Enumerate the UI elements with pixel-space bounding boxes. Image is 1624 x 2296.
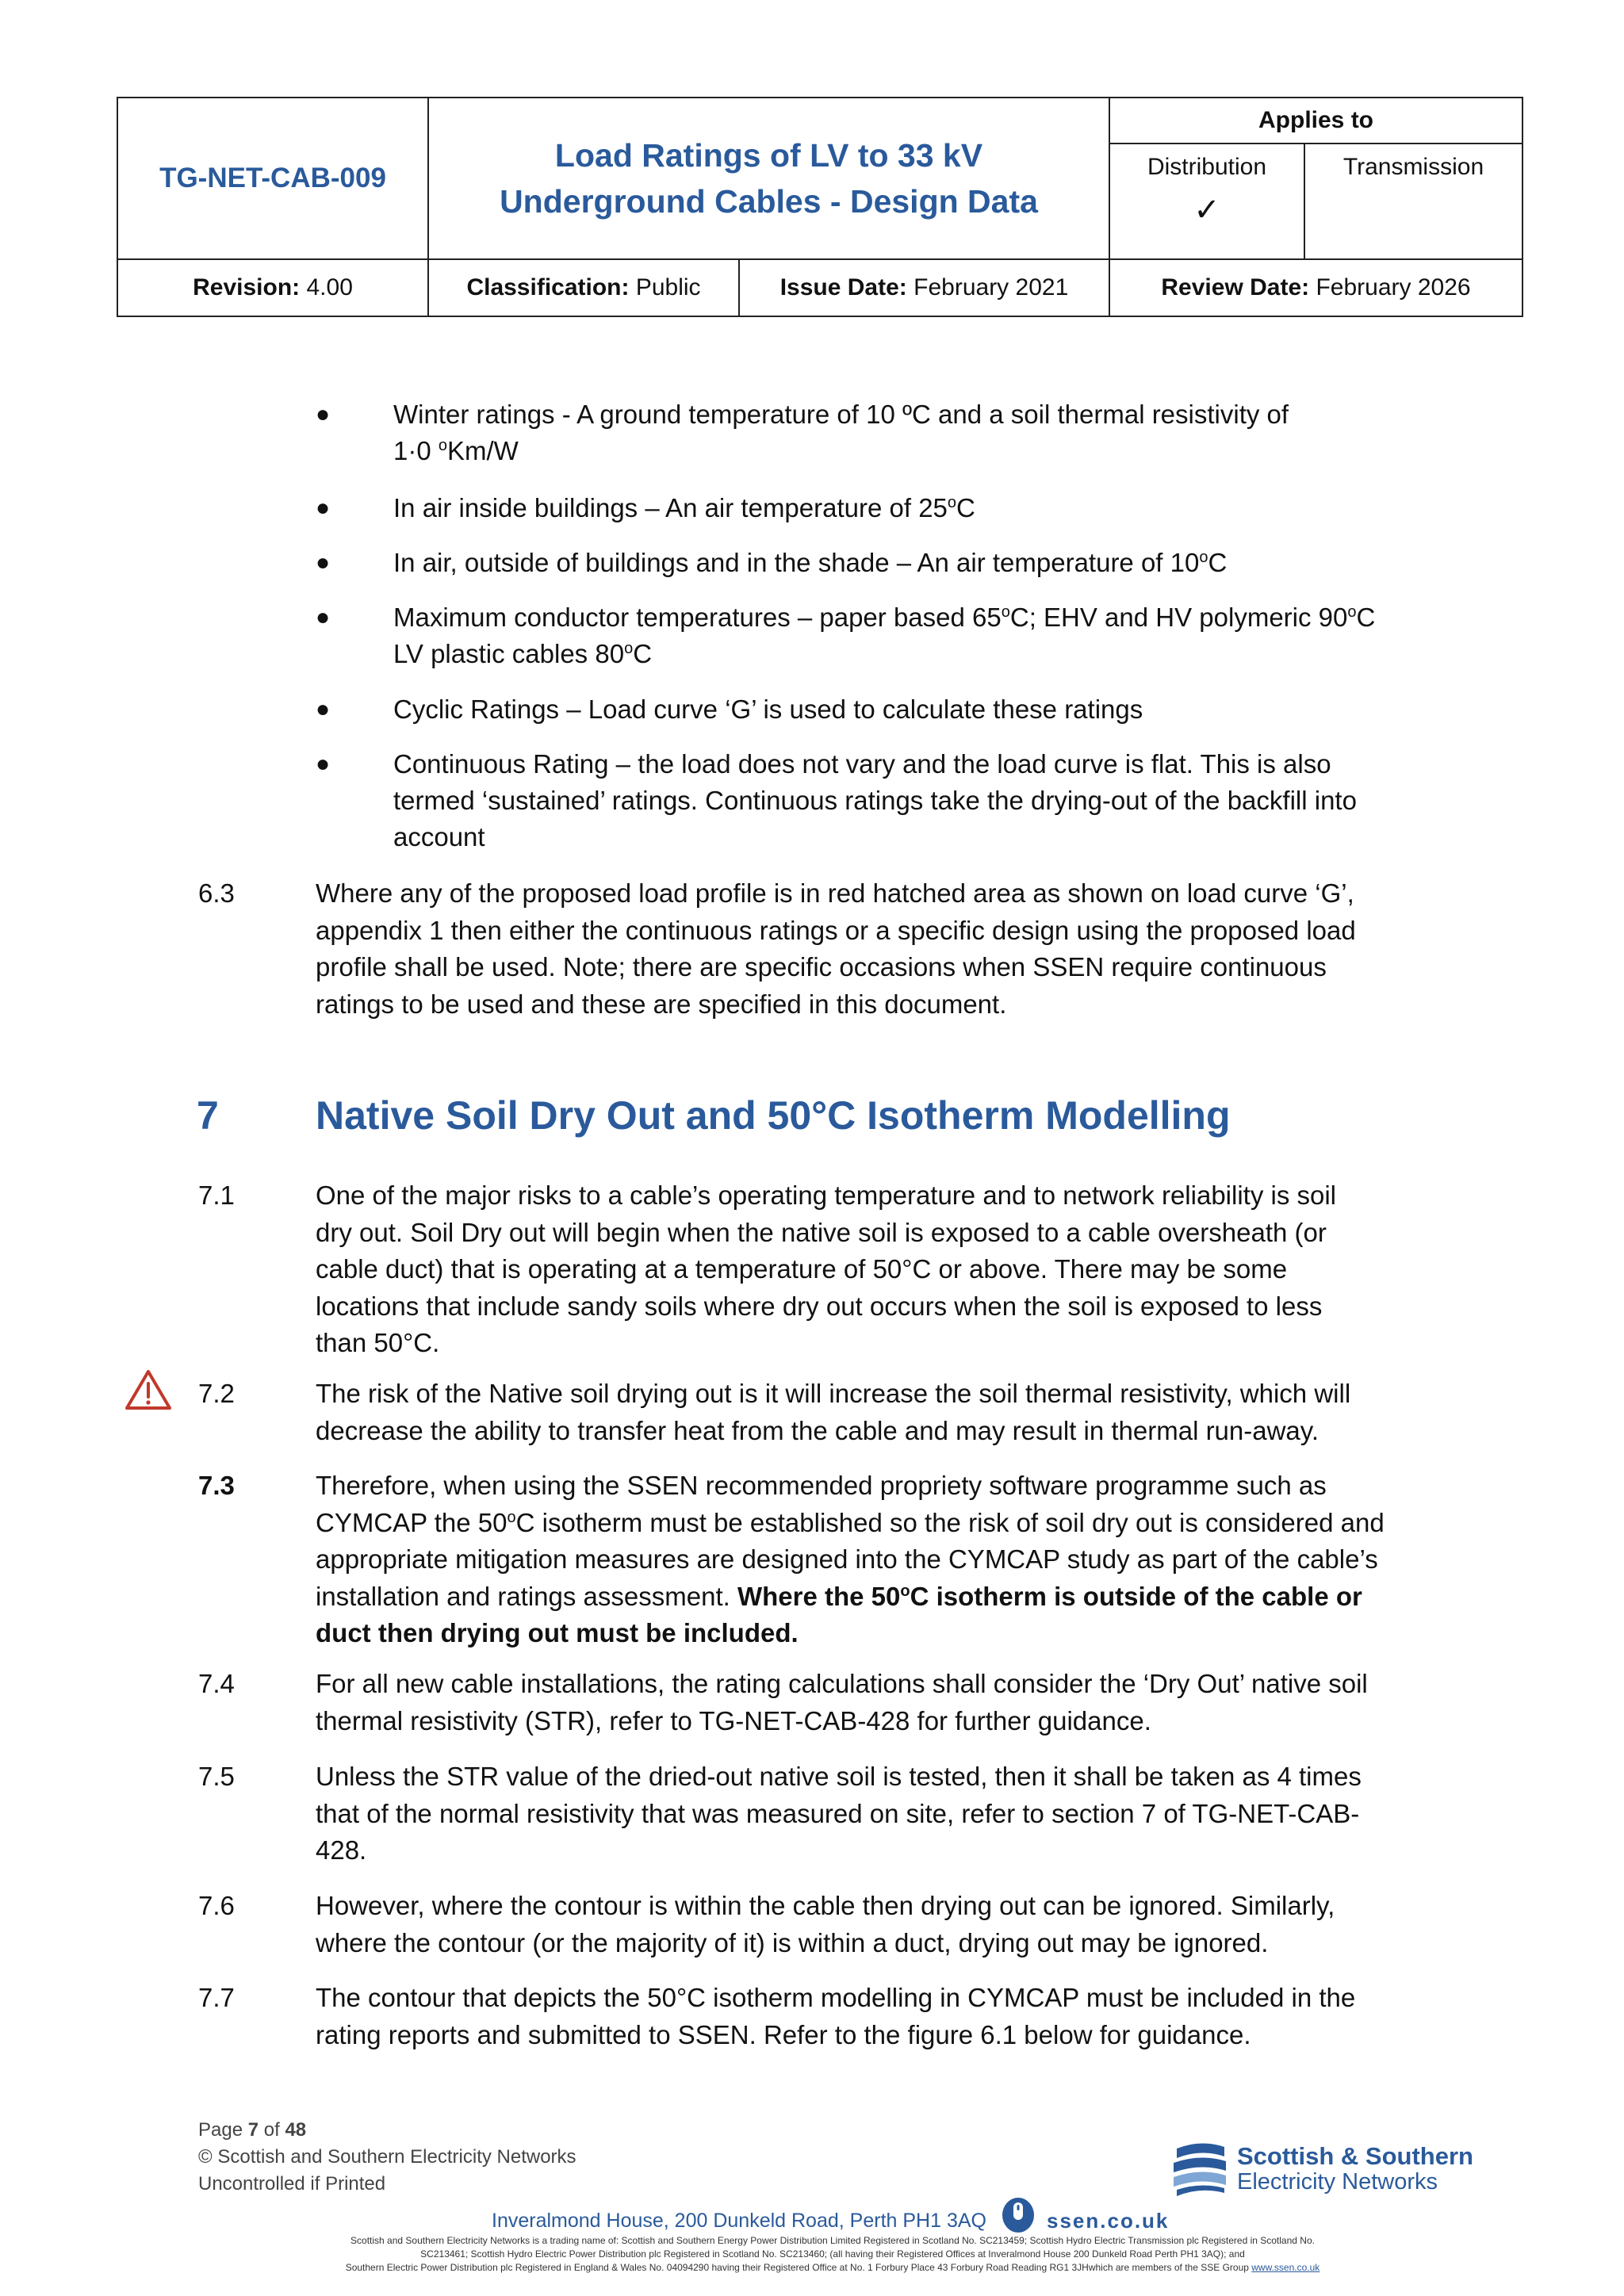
bullet-air-inside: In air inside buildings – An air temperature of 25$^o$C xyxy=(393,493,975,522)
issue-date-value: February 2021 xyxy=(914,274,1069,300)
doc-ref: TG-NET-CAB-009 xyxy=(159,163,386,193)
doc-title-line2: Underground Cables - Design Data xyxy=(500,183,1038,220)
doc-title-cell xyxy=(428,98,1109,259)
applies-to-cell xyxy=(1109,98,1522,144)
warning-icon xyxy=(124,1368,173,1411)
para-number: 7.4 xyxy=(198,1669,235,1698)
ssen-logo-icon xyxy=(1169,2141,1229,2198)
review-date-label: Review Date: xyxy=(1161,274,1310,300)
legal-text-line3: Southern Electric Power Distribution plc Registered in England & Wales No. 04094290 having their Registered Office at No. 1 Forbury Place 43 Forbury Road Reading RG1 3JHwhich are members of the SSE Group www.ssen.co.uk xyxy=(345,2262,1320,2273)
classification-cell xyxy=(428,259,739,316)
bullet-winter-ratings xyxy=(393,396,1456,469)
section-number: 7 xyxy=(197,1093,219,1138)
para-number: 7.6 xyxy=(198,1891,235,1920)
document-header-table xyxy=(117,97,1523,317)
uncontrolled-notice: Uncontrolled if Printed xyxy=(198,2173,386,2195)
logo-text-line1: Scottish & Southern xyxy=(1237,2142,1473,2170)
logo-text-line2: Electricity Networks xyxy=(1237,2169,1438,2195)
bullet-icon: ● xyxy=(316,549,331,576)
para-number: 7.2 xyxy=(198,1379,235,1408)
section-title: Native Soil Dry Out and 50°C Isotherm Modelling xyxy=(316,1093,1231,1138)
legal-text-line1: Scottish and Southern Electricity Networks is a trading name of: Scottish and Southern Energy Power Distribution Limited Registered in Scotland No. SC213459; Scottish Hydro Electric Transmission plc Registered in Scotland No. xyxy=(350,2235,1315,2246)
para-7-3: Therefore, when using the SSEN recommended propriety software programme such as CYMCAP the 50$^o$C isotherm must be established so the risk of soil dry out is considered and appropriate mitigation measures are designed into the CYMCAP study as part of the cable’s installation and ratings assessment. Where the 50$^o$C isotherm is outside of the cable or duct then drying out must be included. xyxy=(316,1471,1385,1647)
page-number: Page 7 of 48 xyxy=(198,2119,307,2141)
para-number: 7.3 xyxy=(198,1471,235,1500)
revision-cell xyxy=(117,259,428,316)
bullet-icon: ● xyxy=(316,401,331,427)
review-date-cell xyxy=(1109,259,1522,316)
applies-to-label: Applies to xyxy=(1258,107,1374,133)
distribution-cell xyxy=(1109,144,1304,259)
para-7-1: One of the major risks to a cable’s operating temperature and to network reliability is soil dry out. Soil Dry out will begin when the native soil is exposed to a cable oversheath (or cable duct) that is operating at a temperature of 50°C or above. There may be some locations that include sandy soils where dry out occurs when the soil is exposed to less than 50°C. xyxy=(316,1181,1337,1357)
para-7-2: The risk of the Native soil drying out is it will increase the soil thermal resistivity, which will decrease the ability to transfer heat from the cable and may result in thermal run-away. xyxy=(316,1379,1351,1445)
review-date-value: February 2026 xyxy=(1316,274,1471,300)
copyright-text: © Scottish and Southern Electricity Networks xyxy=(198,2146,576,2168)
revision-value: 4.00 xyxy=(306,274,353,300)
mouse-icon xyxy=(1001,2196,1036,2234)
doc-title-line1: Load Ratings of LV to 33 kV xyxy=(554,137,983,174)
classification-label: Classification: xyxy=(466,274,630,300)
legal-website-link[interactable]: www.ssen.co.uk xyxy=(1251,2262,1320,2273)
bullet-text-line: Winter ratings - A ground temperature of 10 ºC and a soil thermal resistivity of xyxy=(393,400,1289,429)
bullet-continuous-rating xyxy=(393,746,1456,855)
footer-address: Inveralmond House, 200 Dunkeld Road, Perth PH1 3AQ xyxy=(492,2210,986,2232)
doc-ref-cell xyxy=(117,98,428,259)
checkmark-icon: ✓ xyxy=(1193,193,1220,228)
issue-date-label: Issue Date: xyxy=(779,274,907,300)
bullet-text-line: LV plastic cables 80$^o$C xyxy=(393,639,653,668)
distribution-label: Distribution xyxy=(1147,154,1267,180)
bullet-text-line: termed ‘sustained’ ratings. Continuous ratings take the drying-out of the backfill into xyxy=(393,786,1357,815)
transmission-label: Transmission xyxy=(1342,154,1484,180)
bullet-text-line: account xyxy=(393,822,485,851)
transmission-cell xyxy=(1304,144,1522,259)
bullet-icon: ● xyxy=(316,604,331,630)
bullet-text-line: 1·0 $^o$Km/W xyxy=(393,436,519,465)
bullet-icon: ● xyxy=(316,495,331,521)
para-7-6: However, where the contour is within the cable then drying out can be ignored. Similarly, where the contour (or the majority of it) is within a duct, drying out may be ignored. xyxy=(316,1891,1335,1957)
footer-website[interactable]: ssen.co.uk xyxy=(1047,2209,1170,2233)
bullet-icon: ● xyxy=(316,751,331,777)
para-7-5: Unless the STR value of the dried-out native soil is tested, then it shall be taken as 4 times that of the normal resistivity that was measured on site, refer to section 7 of TG-NET-CAB- 428. xyxy=(316,1762,1362,1865)
legal-text-line2: SC213461; Scottish Hydro Electric Power Distribution plc Registered in Scotland No. SC213460; (all having their Registered Offices at Inveralmond House 200 Dunkeld Road Perth PH1 3AQ); and xyxy=(420,2248,1245,2260)
bullet-max-conductor-temps xyxy=(393,599,1456,672)
para-7-4: For all new cable installations, the rating calculations shall consider the ‘Dry Out’ native soil thermal resistivity (STR), refer to TG-NET-CAB-428 for further guidance. xyxy=(316,1669,1368,1735)
bullet-icon: ● xyxy=(316,696,331,722)
bullet-cyclic-ratings: Cyclic Ratings – Load curve ‘G’ is used to calculate these ratings xyxy=(393,695,1143,724)
bullet-text-line: Continuous Rating – the load does not vary and the load curve is flat. This is also xyxy=(393,749,1331,779)
para-number: 7.5 xyxy=(198,1762,235,1791)
para-number: 7.7 xyxy=(198,1983,235,2012)
bullet-air-outside: In air, outside of buildings and in the shade – An air temperature of 10$^o$C xyxy=(393,548,1228,577)
para-6-3: Where any of the proposed load profile is in red hatched area as shown on load curve ‘G’, appendix 1 then either the continuous ratings or a specific design using the proposed load profile shall be used. Note; there are specific occasions when SSEN require continuous ratings to be used and these are specified in this document. xyxy=(316,878,1356,1019)
para-number: 7.1 xyxy=(198,1181,235,1210)
issue-date-cell xyxy=(739,259,1109,316)
bullet-text-line: Maximum conductor temperatures – paper based 65$^o$C; EHV and HV polymeric 90$^o$C xyxy=(393,603,1376,632)
para-7-7: The contour that depicts the 50°C isotherm modelling in CYMCAP must be included in the rating reports and submitted to SSEN. Refer to the figure 6.1 below for guidance. xyxy=(316,1983,1356,2049)
classification-value: Public xyxy=(635,274,701,300)
revision-label: Revision: xyxy=(193,274,301,300)
para-number: 6.3 xyxy=(198,878,235,908)
